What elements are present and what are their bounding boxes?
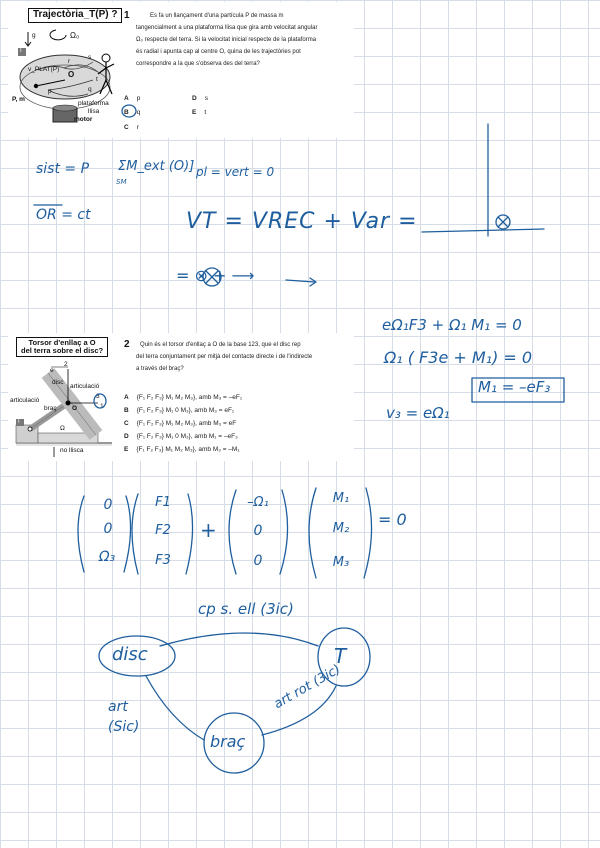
q2-title-line: Torsor d'enllaç a O (28, 338, 96, 347)
trajectory-r-label: r (68, 58, 71, 65)
trajectory-q-label: q (88, 86, 92, 93)
q2-option-b[interactable]: B {F₁ F₂ F₃} M₁ 0 M₃}, amb M₃ = eF₁ (124, 407, 235, 414)
omega-label: Ω (60, 425, 65, 432)
matrix-B-row: F3 (155, 553, 171, 568)
matrix-C-row: –Ω₁ (247, 495, 269, 510)
joint-left-label: articulació (10, 397, 40, 404)
question-2-card (8, 333, 354, 461)
arm-label: braç (44, 405, 57, 412)
note-right-result: M₁ = –eF₃ (478, 378, 551, 396)
note-velocity-composition: VT = VREC + Var = (186, 209, 418, 234)
matrix-B-row: F1 (155, 495, 171, 510)
graph-edge-disc-arm (146, 676, 204, 740)
note-right-eq-1: eΩ₁F3 + Ω₁ M₁ = 0 (382, 316, 522, 334)
note-constant: OR = ct (36, 207, 91, 223)
q2-option-c[interactable]: C {F₁ F₂ F₃} M₁ M₂ M₃}, amb M₃ = eF (124, 420, 237, 427)
edge-label-left-2: (Sic) (108, 719, 140, 735)
q1-option-d[interactable]: D s (192, 95, 208, 102)
matrix-bracket (186, 494, 193, 574)
q1-text-line: és radial i apunta cap al centre O, quina de les trajectòries pot (136, 49, 301, 55)
vrel-label: v_PLAT(P) (28, 66, 60, 73)
axis-1-label: 1 (100, 403, 104, 410)
matrix-bracket (124, 496, 131, 572)
no-slip-label: no llisca (60, 447, 84, 454)
note-moment-rest: pl = vert = 0 (196, 165, 275, 179)
q2-text (136, 339, 352, 375)
edge-label-left-1: art (108, 699, 128, 715)
q1-option-c[interactable]: C r (124, 124, 139, 131)
matrix-A-row: 0 (103, 521, 113, 537)
axis-horizontal (422, 229, 544, 232)
note-right-eq-4: v₃ = eΩ₁ (386, 404, 450, 422)
ground-T-label: T (17, 419, 21, 425)
edge-label-top: cp s. ell (3ic) (198, 600, 294, 618)
note-right-eq-2: Ω₁ ( F3e + M₁) = 0 (384, 348, 533, 367)
note-moment-sum: ΣM_ext (O)] (118, 159, 195, 174)
q1-option-b[interactable]: B q (124, 109, 141, 116)
center-O-label: O (68, 70, 75, 79)
q2-option-a[interactable]: A {F₁ F₂ F₃} M₁ M₂ M₃}, amb M₃ = –eF₁ (124, 394, 243, 401)
disc-label: disc (52, 379, 64, 386)
velocity-arrow (286, 280, 314, 282)
smooth-label: llisa (88, 108, 100, 115)
point-O-label: O (72, 405, 78, 412)
trajectory-p-label: p (48, 88, 52, 95)
q1-text-line: Es fa un llançament d'una partícula P de massa m (150, 13, 284, 19)
matrix-A-row: 0 (103, 497, 113, 513)
edge-label-right: art rot (3ic) (271, 662, 344, 713)
axis-2-label: 2 (64, 361, 68, 368)
matrix-bracket (229, 490, 236, 574)
q2-text-line: del terra conjuntament per mitjà del contacte directe i de l'indirecte (136, 354, 313, 360)
matrix-bracket (132, 494, 138, 574)
q1-option-a[interactable]: A p (124, 95, 141, 102)
q2-option-e[interactable]: E {F₁ F₂ F₃} M₁ M₂ M₃}, amb M₃ = –M₁ (124, 446, 240, 453)
axis-3-label: 3 (96, 393, 100, 400)
note-moment-subscript: SM (116, 178, 127, 186)
q1-title: Trajectòria_T(P) ? (28, 8, 122, 23)
matrix-D-row: M₂ (332, 521, 350, 536)
platform-label: plataforma (78, 100, 109, 107)
matrix-bracket (78, 496, 84, 572)
gravity-label: g (32, 32, 36, 39)
q1-text-line: correspondre a la que s'observa des del terra? (136, 61, 260, 67)
note-velocity-result: = ⊗ + ⟶ (176, 266, 255, 285)
matrix-plus: + (200, 518, 217, 542)
graph-edge-disc-ground (160, 633, 318, 646)
trajectory-s-label: s (88, 54, 92, 61)
eccentricity-label: e (50, 367, 54, 374)
matrix-D-row: M₃ (332, 555, 350, 570)
note-system: sist = P (36, 161, 90, 177)
motor-label: motor (74, 116, 93, 123)
q2-text-line: Quin és el torsor d'enllaç a O de la base 123, que el disc rep (140, 342, 301, 348)
q1-number: 1 (124, 10, 130, 21)
particle-label: P, m (12, 96, 25, 103)
graph-label-ground: T (334, 644, 347, 668)
trajectory-t-label: t (96, 76, 98, 83)
joint-right-label: articulació (70, 383, 100, 390)
q2-option-d[interactable]: D {F₁ F₂ F₃} M₁ 0 M₃}, amb M₁ = –eF₃ (124, 433, 238, 440)
graph-label-disc: disc (112, 644, 148, 665)
omega-label: Ω₀ (70, 31, 80, 40)
question-1-card (8, 2, 354, 138)
matrix-C-row: 0 (253, 523, 263, 539)
rotating-platform-figure (8, 2, 123, 138)
matrix-equals-zero: = 0 (378, 510, 407, 529)
q1-text (136, 10, 352, 70)
matrix-B-row: F2 (155, 523, 171, 538)
q2-title-line: del terra sobre el disc? (21, 345, 104, 355)
q1-text-line: tangencialment a una plataforma llisa que gira amb velocitat angular (136, 25, 318, 31)
matrix-A-row: Ω₃ (98, 549, 116, 565)
matrix-bracket (309, 488, 316, 578)
ground-T-label: T (19, 48, 23, 54)
matrix-bracket (280, 490, 288, 574)
matrix-bracket (364, 488, 372, 578)
graph-label-arm: braç (210, 732, 246, 751)
q2-number: 2 (124, 339, 130, 350)
q1-text-line: Ω₀ respecte del terra. Si la velocitat inicial respecte de la plataforma (136, 37, 317, 43)
q1-option-e[interactable]: E t (192, 109, 207, 116)
matrix-C-row: 0 (253, 553, 263, 569)
matrix-D-row: M₁ (332, 491, 350, 506)
q2-text-line: a través del braç? (136, 366, 184, 372)
